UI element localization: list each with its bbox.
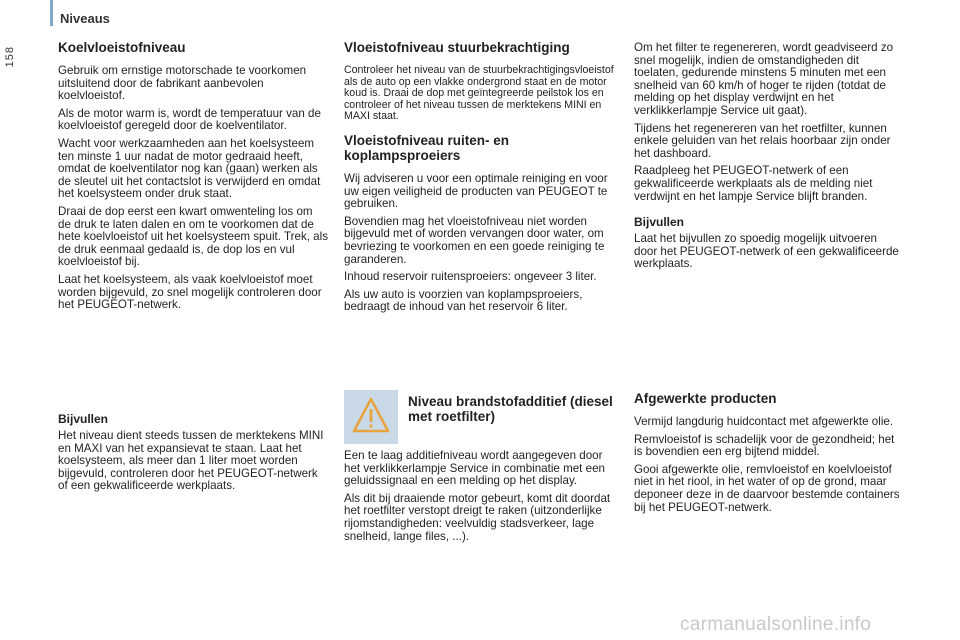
coolant-paragraph-4: Draai de dop eerst een kwart omwenteling los om de druk te laten dalen en om te voorkomen dat de hete koelvloeistof uit het koelsysteem spuit. Trek, als de druk eenmaal gedaald is, de dop los en vul koelvloeistof bij. <box>58 204 329 269</box>
column-coolant <box>58 40 328 317</box>
coolant-paragraph-3: Wacht voor werkzaamheden aan het koelsysteem ten minste 1 uur nadat de motor gedraaid heeft, omdat de koelventilator nog kan (gaan) werken als de sleutel uit het contactslot is verwijderd en omdat het koelsysteem onder druk staat. <box>58 136 321 201</box>
regeneration-paragraph-3: Raadpleeg het PEUGEOT-netwerk of een gekwalificeerde werkplaats als de melding niet verdwijnt en het lampje Service blijft branden. <box>634 164 873 203</box>
coolant-refill-section <box>58 412 328 498</box>
washer-fluid-paragraph-1: Wij adviseren u voor een optimale reiniging en voor uw eigen veiligheid de producten van PEUGEOT te gebruiken. <box>344 171 608 211</box>
waste-products-heading: Afgewerkte producten <box>634 391 777 406</box>
coolant-refill-heading: Bijvullen <box>58 412 109 426</box>
washer-fluid-heading: Vloeistofniveau ruiten- en koplampsproeiers <box>344 132 510 163</box>
waste-products-paragraph-1: Vermijd langdurig huidcontact met afgewerkte olie. <box>634 415 894 428</box>
column-regeneration <box>634 42 900 276</box>
coolant-paragraph-5: Laat het koelsysteem, als vaak koelvloeistof moet worden bijgevuld, zo snel mogelijk controleren door het PEUGEOT-netwerk. <box>58 272 322 312</box>
regeneration-paragraph-2: Tijdens het regenereren van het roetfilter, kunnen enkele geluiden van het relais hoorbaar zijn onder het dashboard. <box>634 121 891 160</box>
coolant-heading: Koelvloeistofniveau <box>58 40 186 55</box>
warning-panel <box>344 390 398 444</box>
coolant-paragraph-1: Gebruik om ernstige motorschade te voorkomen uitsluitend door de fabrikant aanbevolen koelvloeistof. <box>58 64 307 103</box>
waste-products-paragraph-2: Remvloeistof is schadelijk voor de gezondheid; het is bovendien een erg bijtend middel. <box>634 432 895 459</box>
column-steering-washer <box>344 40 620 319</box>
additive-refill-heading: Bijvullen <box>634 215 685 230</box>
steering-fluid-paragraph: Controleer het niveau van de stuurbekrachtigingsvloeistof als de auto op een vlakke ondergrond staat en de motor koud is. Draai de dop met geïntegreerde peilstok los en controleer of het niveau tussen de merktekens MINI en MAXI staat. <box>344 64 614 123</box>
coolant-paragraph-2: Als de motor warm is, wordt de temperatuur van de koelvloeistof geregeld door de koelventilator. <box>58 106 321 133</box>
warning-triangle-icon <box>351 396 391 436</box>
washer-fluid-paragraph-4: Als uw auto is voorzien van koplampsproeiers, bedraagt de inhoud van het reservoir 6 liter. <box>344 287 583 314</box>
washer-fluid-paragraph-2: Bovendien mag het vloeistofniveau niet worden bijgevuld met of worden vervangen door water, om bevriezing te voorkomen en een goede reiniging te garanderen. <box>344 214 605 266</box>
page-number: 158 <box>4 46 16 68</box>
steering-fluid-heading: Vloeistofniveau stuurbekrachtiging <box>344 40 570 55</box>
fuel-additive-paragraph-1: Een te laag additiefniveau wordt aangegeven door het verklikkerlampje Service in combinatie met een geluidssignaal en een melding op het display. <box>344 449 605 488</box>
fuel-additive-heading: Niveau brandstofadditief (diesel met roetfilter) <box>408 394 613 424</box>
fuel-additive-section <box>344 390 620 548</box>
coolant-refill-paragraph: Het niveau dient steeds tussen de merktekens MINI en MAXI van het expansievat te staan. Laat het koelsysteem, als meer dan 1 liter moet worden bijgevuld, controleren door het PEUGEOT-netwerk of een gekwalificeerde werkplaats. <box>58 429 324 493</box>
page-header-title: Niveaus <box>60 11 110 26</box>
regeneration-paragraph-1: Om het filter te regenereren, wordt geadviseerd zo snel mogelijk, indien de omstandigheden dit toelaten, gedurende minstens 5 minuten met een snelheid van 60 km/h of hoger te rijden (totdat de melding op het display verdwijnt en het verklikkerlampje Service uit gaat). <box>634 41 894 117</box>
waste-products-section <box>634 391 900 519</box>
waste-products-paragraph-3: Gooi afgewerkte olie, remvloeistof en koelvloeistof niet in het riool, in het water of op de grond, maar deponeer deze in de daarvoor bestemde containers bij het PEUGEOT-netwerk. <box>634 462 900 514</box>
watermark: carmanualsonline.info <box>680 614 872 635</box>
header-accent-bar <box>50 0 53 26</box>
fuel-additive-paragraph-2: Als dit bij draaiende motor gebeurt, komt dit doordat het roetfilter verstopt dreigt te raken (uitzonderlijke rijomstandigheden: veelvuldig stadsverkeer, lage snelheid, lange files, ...). <box>344 491 611 543</box>
additive-refill-paragraph: Laat het bijvullen zo spoedig mogelijk uitvoeren door het PEUGEOT-netwerk of een gekwalificeerde werkplaats. <box>634 232 899 271</box>
washer-fluid-paragraph-3: Inhoud reservoir ruitensproeiers: ongeveer 3 liter. <box>344 270 597 284</box>
